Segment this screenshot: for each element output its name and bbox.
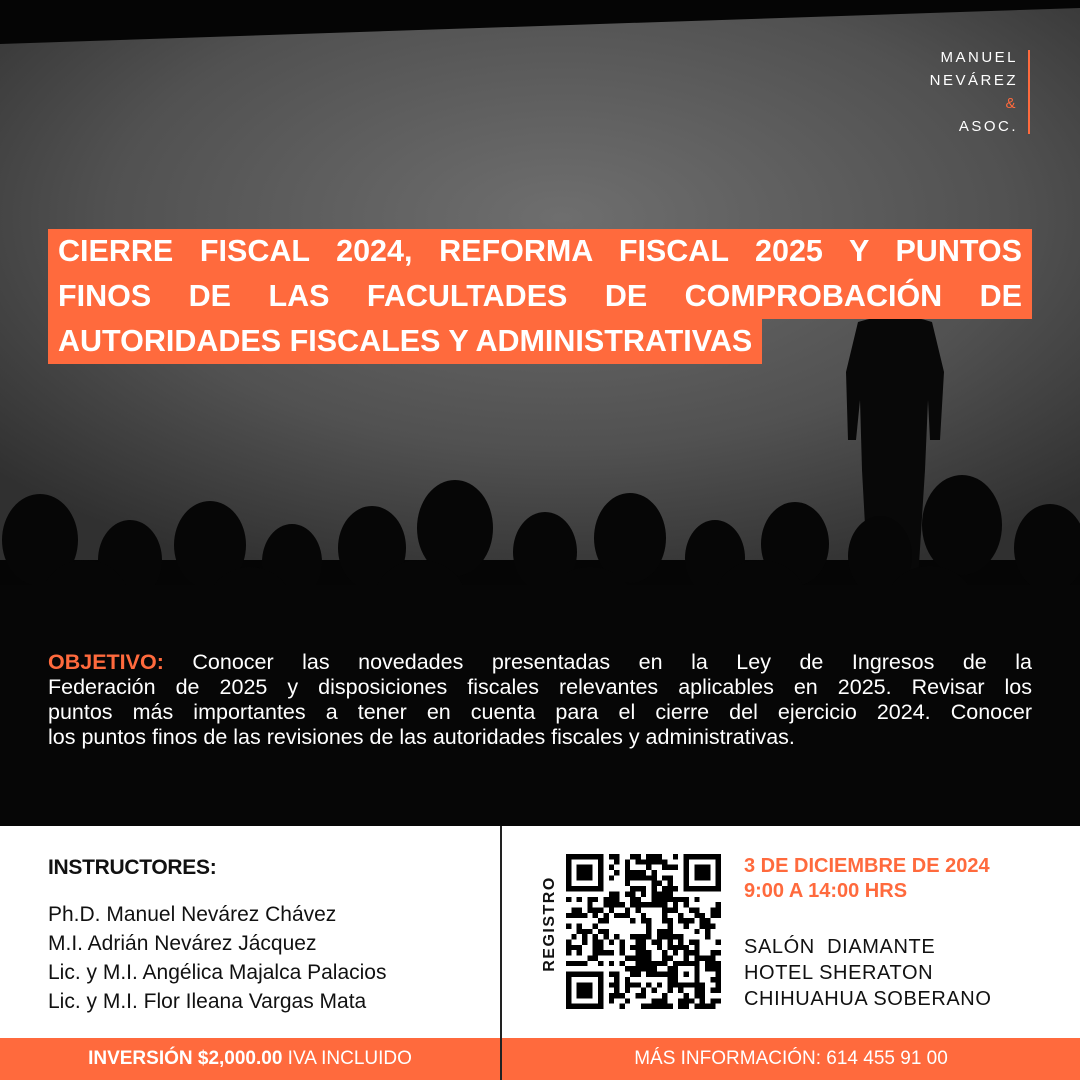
logo-line-2: NEVÁREZ: [929, 72, 1018, 89]
venue-line-1: SALÓN DIAMANTE: [744, 936, 936, 958]
event-date: 3 DE DICIEMBRE DE 2024: [744, 855, 990, 877]
firm-logo: [930, 46, 1030, 138]
contact-info[interactable]: MÁS INFORMACIÓN: 614 455 91 00: [634, 1048, 948, 1069]
logo-line-1: MANUEL: [940, 49, 1018, 66]
logo-ampersand: &: [1005, 95, 1018, 112]
registration-label: [538, 856, 562, 992]
panel-divider: [500, 826, 502, 1080]
price-amount: INVERSIÓN $2,000.00: [88, 1048, 283, 1069]
footer-bar: [0, 1038, 1080, 1080]
instructor-item: M.I. Adrián Nevárez Jácquez: [48, 932, 317, 955]
price-suffix: IVA INCLUIDO: [282, 1048, 412, 1069]
instructors-heading: INSTRUCTORES:: [48, 856, 217, 879]
instructor-item: Ph.D. Manuel Nevárez Chávez: [48, 903, 337, 926]
price-info: [0, 1038, 500, 1080]
event-time: 9:00 A 14:00 HRS: [744, 880, 908, 902]
title-line-1: CIERRE FISCAL 2024, REFORMA FISCAL 2025 Y PUNTOS: [48, 229, 1032, 274]
instructors-section: [48, 856, 386, 1016]
objective-text-1: Conocer las novedades presentadas en la Ley de Ingresos de la: [192, 650, 1032, 674]
logo-line-4: ASOC.: [958, 118, 1018, 135]
event-details: [744, 854, 992, 1012]
objective-line-4: los puntos finos de las revisiones de las autoridades fiscales y administrativas.: [48, 725, 795, 749]
instructor-item: Lic. y M.I. Angélica Majalca Palacios: [48, 961, 387, 984]
objective-line-3: puntos más importantes a tener en cuenta para el cierre del ejercicio 2024. Conocer: [48, 700, 1032, 724]
title-line-2: FINOS DE LAS FACULTADES DE COMPROBACIÓN DE: [48, 274, 1032, 319]
registration-label-text: REGISTRO: [541, 876, 558, 972]
venue-line-3: CHIHUAHUA SOBERANO: [744, 988, 992, 1010]
objective-paragraph: [48, 650, 1032, 750]
event-venue: [744, 934, 992, 1012]
instructors-list: [48, 900, 386, 1016]
objective-line-2: Federación de 2025 y disposiciones fiscales relevantes aplicables en 2025. Revisar los: [48, 675, 1032, 699]
info-panel: [0, 826, 1080, 1038]
objective-label: OBJETIVO:: [48, 650, 164, 674]
event-title: [48, 229, 1032, 369]
qr-code-icon[interactable]: [566, 854, 721, 1009]
venue-line-2: HOTEL SHERATON: [744, 962, 934, 984]
title-line-3: AUTORIDADES FISCALES Y ADMINISTRATIVAS: [48, 319, 762, 364]
objective-line-1: [48, 650, 1032, 675]
instructor-item: Lic. y M.I. Flor Ileana Vargas Mata: [48, 990, 367, 1013]
